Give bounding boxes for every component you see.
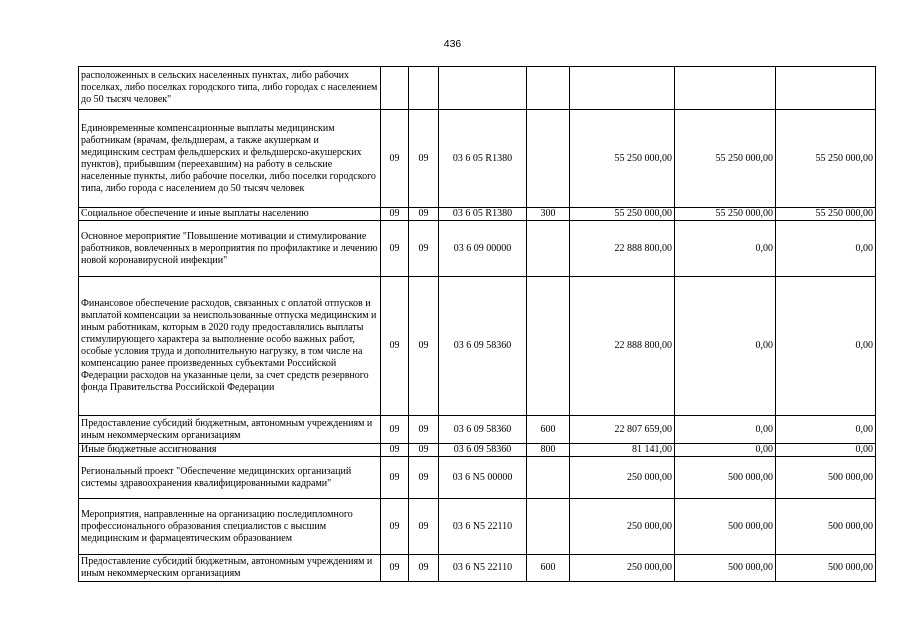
section-code xyxy=(381,67,409,110)
expense-type-code xyxy=(527,277,570,416)
amount-year-3: 0,00 xyxy=(776,221,876,277)
section-code: 09 xyxy=(381,555,409,582)
section-code: 09 xyxy=(381,499,409,555)
target-article-code: 03 6 09 58360 xyxy=(439,444,527,457)
section-code: 09 xyxy=(381,457,409,499)
subsection-code: 09 xyxy=(409,499,439,555)
table-row xyxy=(79,416,876,444)
amount-year-1: 22 888 800,00 xyxy=(570,221,675,277)
amount-year-2: 55 250 000,00 xyxy=(675,110,776,208)
section-code: 09 xyxy=(381,110,409,208)
subsection-code xyxy=(409,67,439,110)
row-name: Социальное обеспечение и иные выплаты населению xyxy=(79,208,381,221)
section-code: 09 xyxy=(381,277,409,416)
table-row xyxy=(79,499,876,555)
row-name: Единовременные компенсационные выплаты медицинским работникам (врачам, фельдшерам, а также акушеркам и медицинским сестрам фельдшерских и фельдшерско-акушерских пунктов), прибывшим (переехавшим) на работу в сельские населенные пункты, либо рабочие поселки, либо поселки городского типа, либо города с населением до 50 тысяч человек xyxy=(79,110,381,208)
amount-year-3: 55 250 000,00 xyxy=(776,110,876,208)
amount-year-2: 55 250 000,00 xyxy=(675,208,776,221)
table-row xyxy=(79,555,876,582)
amount-year-2: 0,00 xyxy=(675,416,776,444)
section-code: 09 xyxy=(381,444,409,457)
target-article-code: 03 6 09 58360 xyxy=(439,277,527,416)
row-name: Мероприятия, направленные на организацию последипломного профессионального образования специалистов с высшим медицинским и фармацевтическим образованием xyxy=(79,499,381,555)
table-row xyxy=(79,110,876,208)
expense-type-code xyxy=(527,457,570,499)
target-article-code xyxy=(439,67,527,110)
expense-type-code: 600 xyxy=(527,555,570,582)
expense-type-code: 300 xyxy=(527,208,570,221)
amount-year-1: 22 888 800,00 xyxy=(570,277,675,416)
target-article-code: 03 6 05 R1380 xyxy=(439,110,527,208)
row-name: Региональный проект "Обеспечение медицинских организаций системы здравоохранения квалифицированными кадрами" xyxy=(79,457,381,499)
amount-year-1: 250 000,00 xyxy=(570,457,675,499)
subsection-code: 09 xyxy=(409,444,439,457)
amount-year-1: 55 250 000,00 xyxy=(570,110,675,208)
row-name: Иные бюджетные ассигнования xyxy=(79,444,381,457)
amount-year-1: 81 141,00 xyxy=(570,444,675,457)
expense-type-code xyxy=(527,67,570,110)
amount-year-2: 500 000,00 xyxy=(675,457,776,499)
subsection-code: 09 xyxy=(409,457,439,499)
budget-table xyxy=(78,66,876,582)
target-article-code: 03 6 N5 00000 xyxy=(439,457,527,499)
section-code: 09 xyxy=(381,221,409,277)
table-row xyxy=(79,277,876,416)
section-code: 09 xyxy=(381,208,409,221)
table-row xyxy=(79,457,876,499)
row-name: Предоставление субсидий бюджетным, автономным учреждениям и иным некоммерческим организациям xyxy=(79,416,381,444)
amount-year-3: 500 000,00 xyxy=(776,457,876,499)
amount-year-3: 0,00 xyxy=(776,277,876,416)
amount-year-3: 500 000,00 xyxy=(776,499,876,555)
subsection-code: 09 xyxy=(409,221,439,277)
target-article-code: 03 6 05 R1380 xyxy=(439,208,527,221)
amount-year-3: 55 250 000,00 xyxy=(776,208,876,221)
table-row xyxy=(79,208,876,221)
amount-year-2: 0,00 xyxy=(675,221,776,277)
amount-year-2: 0,00 xyxy=(675,277,776,416)
expense-type-code: 800 xyxy=(527,444,570,457)
amount-year-3 xyxy=(776,67,876,110)
amount-year-3: 500 000,00 xyxy=(776,555,876,582)
amount-year-1: 55 250 000,00 xyxy=(570,208,675,221)
amount-year-2: 500 000,00 xyxy=(675,499,776,555)
table-row xyxy=(79,67,876,110)
target-article-code: 03 6 09 58360 xyxy=(439,416,527,444)
expense-type-code xyxy=(527,221,570,277)
amount-year-1: 22 807 659,00 xyxy=(570,416,675,444)
subsection-code: 09 xyxy=(409,416,439,444)
subsection-code: 09 xyxy=(409,110,439,208)
expense-type-code xyxy=(527,499,570,555)
row-name: Предоставление субсидий бюджетным, автономным учреждениям и иным некоммерческим организациям xyxy=(79,555,381,582)
amount-year-3: 0,00 xyxy=(776,416,876,444)
amount-year-2: 0,00 xyxy=(675,444,776,457)
amount-year-3: 0,00 xyxy=(776,444,876,457)
subsection-code: 09 xyxy=(409,277,439,416)
expense-type-code: 600 xyxy=(527,416,570,444)
table-row xyxy=(79,221,876,277)
expense-type-code xyxy=(527,110,570,208)
row-name: Финансовое обеспечение расходов, связанных с оплатой отпусков и выплатой компенсации за неиспользованные отпуска медицинским и иным работникам, которым в 2020 году предоставлялись выплаты стимулирующего характера за выполнение особо важных работ, особые условия труда и дополнительную нагрузку, в том числе на компенсацию ранее произведенных субъектами Российской Федерации расходов на указанные цели, за счет средств резервного фонда Правительства Российской Федерации xyxy=(79,277,381,416)
subsection-code: 09 xyxy=(409,555,439,582)
target-article-code: 03 6 N5 22110 xyxy=(439,555,527,582)
section-code: 09 xyxy=(381,416,409,444)
subsection-code: 09 xyxy=(409,208,439,221)
target-article-code: 03 6 09 00000 xyxy=(439,221,527,277)
page-number: 436 xyxy=(443,38,462,50)
target-article-code: 03 6 N5 22110 xyxy=(439,499,527,555)
amount-year-1: 250 000,00 xyxy=(570,499,675,555)
table-row xyxy=(79,444,876,457)
amount-year-1: 250 000,00 xyxy=(570,555,675,582)
amount-year-2: 500 000,00 xyxy=(675,555,776,582)
amount-year-1 xyxy=(570,67,675,110)
row-name: расположенных в сельских населенных пунктах, либо рабочих поселках, либо поселках городского типа, либо городах с населением до 50 тысяч человек" xyxy=(79,67,381,110)
amount-year-2 xyxy=(675,67,776,110)
row-name: Основное мероприятие "Повышение мотивации и стимулирование работников, вовлеченных в мероприятия по профилактике и лечению новой коронавирусной инфекции" xyxy=(79,221,381,277)
